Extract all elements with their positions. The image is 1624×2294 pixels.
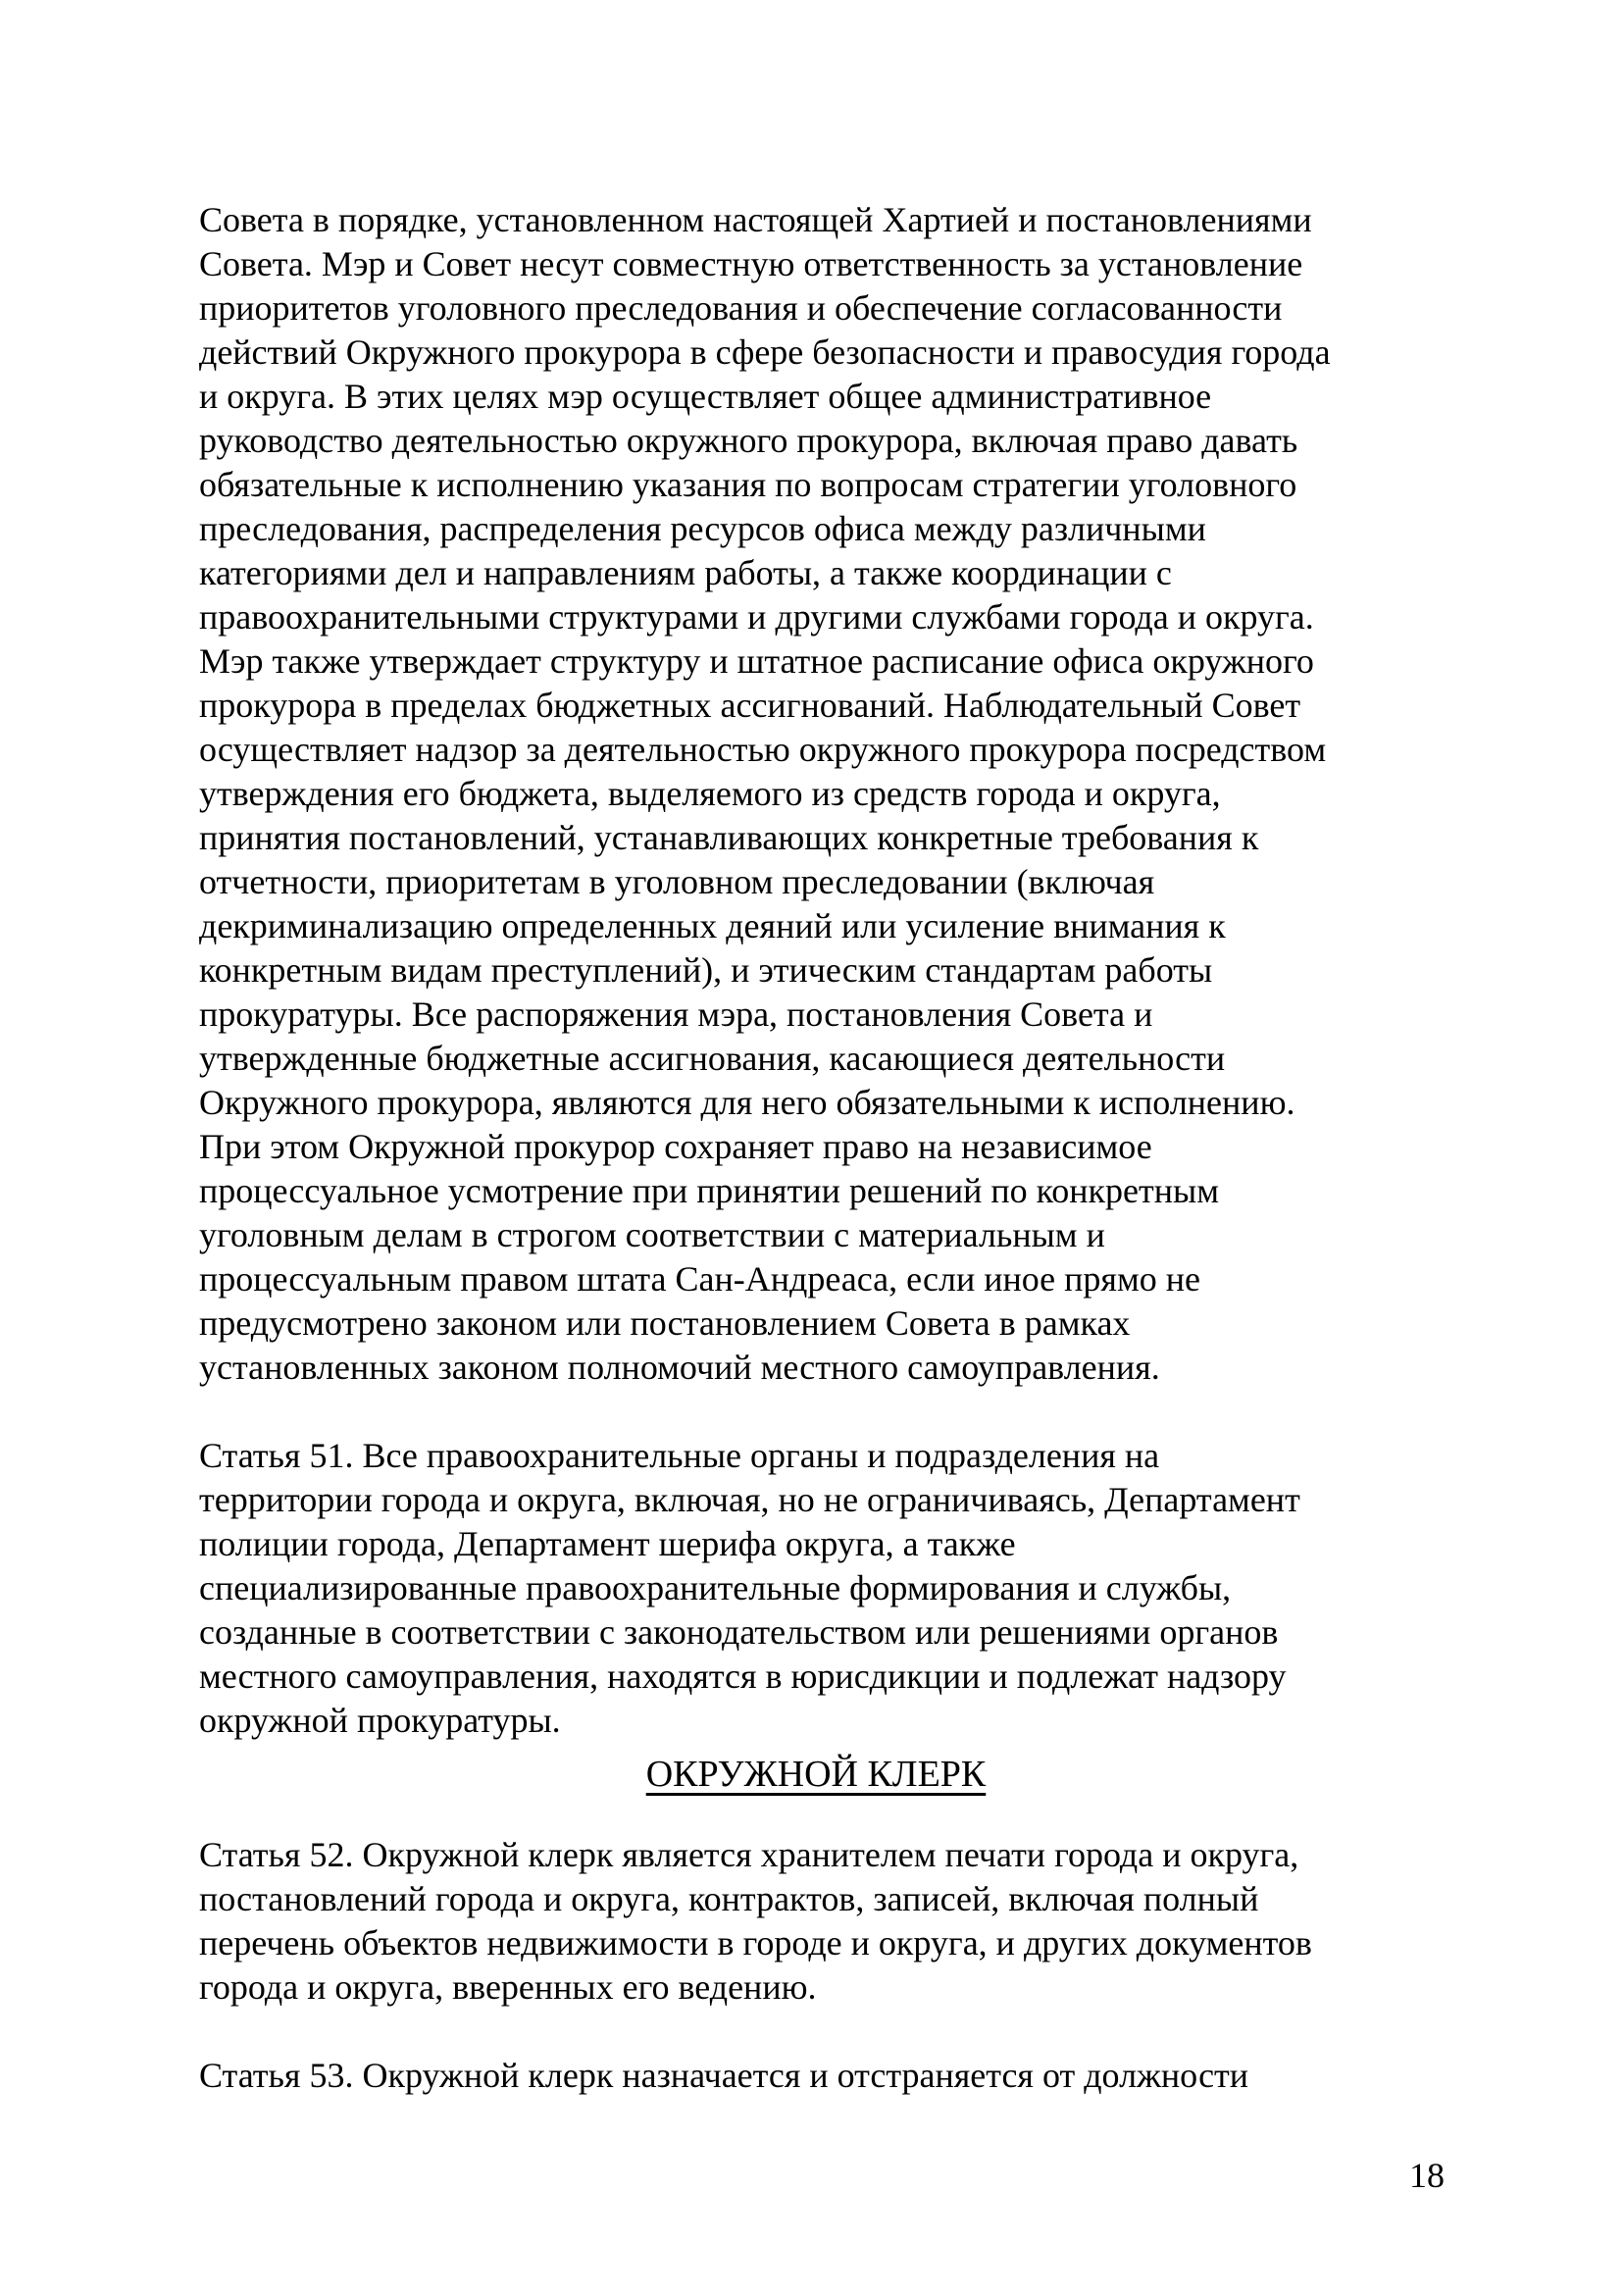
text-line: перечень объектов недвижимости в городе и округа, и других документов bbox=[199, 1923, 1312, 1963]
paragraph-article-51 bbox=[199, 1434, 1433, 1743]
text-line: При этом Окружной прокурор сохраняет право на независимое bbox=[199, 1127, 1152, 1166]
text-line: прокурора в пределах бюджетных ассигнований. Наблюдательный Совет bbox=[199, 686, 1301, 725]
text-line: конкретным видам преступлений), и этическим стандартам работы bbox=[199, 950, 1213, 990]
text-line: установленных законом полномочий местного самоуправления. bbox=[199, 1348, 1160, 1387]
text-line: Совета. Мэр и Совет несут совместную ответственность за установление bbox=[199, 244, 1303, 283]
text-line: Статья 51. Все правоохранительные органы и подразделения на bbox=[199, 1436, 1160, 1475]
text-block bbox=[199, 198, 1433, 2098]
text-line: руководство деятельностью окружного прокурора, включая право давать bbox=[199, 421, 1298, 460]
text-line: правоохранительными структурами и другими службами города и округа. bbox=[199, 597, 1314, 637]
page-number: 18 bbox=[1409, 2156, 1445, 2195]
text-line: Статья 52. Окружной клерк является хранителем печати города и округа, bbox=[199, 1835, 1299, 1874]
text-line: специализированные правоохранительные формирования и службы, bbox=[199, 1568, 1232, 1607]
text-line: преследования, распределения ресурсов офиса между различными bbox=[199, 509, 1206, 548]
text-line: предусмотрено законом или постановлением Совета в рамках bbox=[199, 1303, 1131, 1343]
paragraph-article-52 bbox=[199, 1833, 1433, 2010]
text-line: приоритетов уголовного преследования и обеспечение согласованности bbox=[199, 288, 1283, 328]
text-line: Окружного прокурора, являются для него обязательными к исполнению. bbox=[199, 1083, 1295, 1122]
text-line: постановлений города и округа, контрактов, записей, включая полный bbox=[199, 1879, 1259, 1918]
text-line: обязательные к исполнению указания по вопросам стратегии уголовного bbox=[199, 465, 1297, 504]
text-line: процессуальное усмотрение при принятии решений по конкретным bbox=[199, 1171, 1219, 1210]
paragraph-article-53 bbox=[199, 2054, 1433, 2098]
text-line: и округа. В этих целях мэр осуществляет общее административное bbox=[199, 377, 1212, 416]
text-line: процессуальным правом штата Сан-Андреаса, если иное прямо не bbox=[199, 1259, 1201, 1299]
text-line: созданные в соответствии с законодательством или решениями органов bbox=[199, 1612, 1279, 1652]
section-heading-district-clerk bbox=[199, 1753, 1433, 1797]
text-line: осуществляет надзор за деятельностью окружного прокурора посредством bbox=[199, 730, 1327, 769]
section-heading-text: ОКРУЖНОЙ КЛЕРК bbox=[645, 1754, 987, 1795]
text-line: действий Окружного прокурора в сфере безопасности и правосудия города bbox=[199, 332, 1331, 372]
text-line: полиции города, Департамент шерифа округа, а также bbox=[199, 1524, 1016, 1563]
text-line: утвержденные бюджетные ассигнования, касающиеся деятельности bbox=[199, 1039, 1226, 1078]
text-line: уголовным делам в строгом соответствии с материальным и bbox=[199, 1215, 1105, 1254]
text-line: города и округа, вверенных его ведению. bbox=[199, 1967, 817, 2007]
paragraph-charter-continuation bbox=[199, 198, 1433, 1390]
text-line: прокуратуры. Все распоряжения мэра, постановления Совета и bbox=[199, 994, 1153, 1034]
text-line: категориями дел и направлениям работы, а также координации с bbox=[199, 553, 1172, 592]
text-line: Статья 53. Окружной клерк назначается и отстраняется от должности bbox=[199, 2056, 1249, 2095]
text-line: окружной прокуратуры. bbox=[199, 1701, 561, 1740]
text-line: отчетности, приоритетам в уголовном преследовании (включая bbox=[199, 862, 1155, 901]
text-line: Совета в порядке, установленном настоящей Хартией и постановлениями bbox=[199, 200, 1312, 239]
text-line: принятия постановлений, устанавливающих конкретные требования к bbox=[199, 818, 1259, 857]
text-line: Мэр также утверждает структуру и штатное расписание офиса окружного bbox=[199, 641, 1314, 681]
text-line: местного самоуправления, находятся в юрисдикции и подлежат надзору bbox=[199, 1657, 1287, 1696]
text-line: декриминализацию определенных деяний или усиление внимания к bbox=[199, 906, 1226, 945]
text-line: утверждения его бюджета, выделяемого из средств города и округа, bbox=[199, 774, 1221, 813]
text-line: территории города и округа, включая, но не ограничиваясь, Департамент bbox=[199, 1480, 1300, 1519]
